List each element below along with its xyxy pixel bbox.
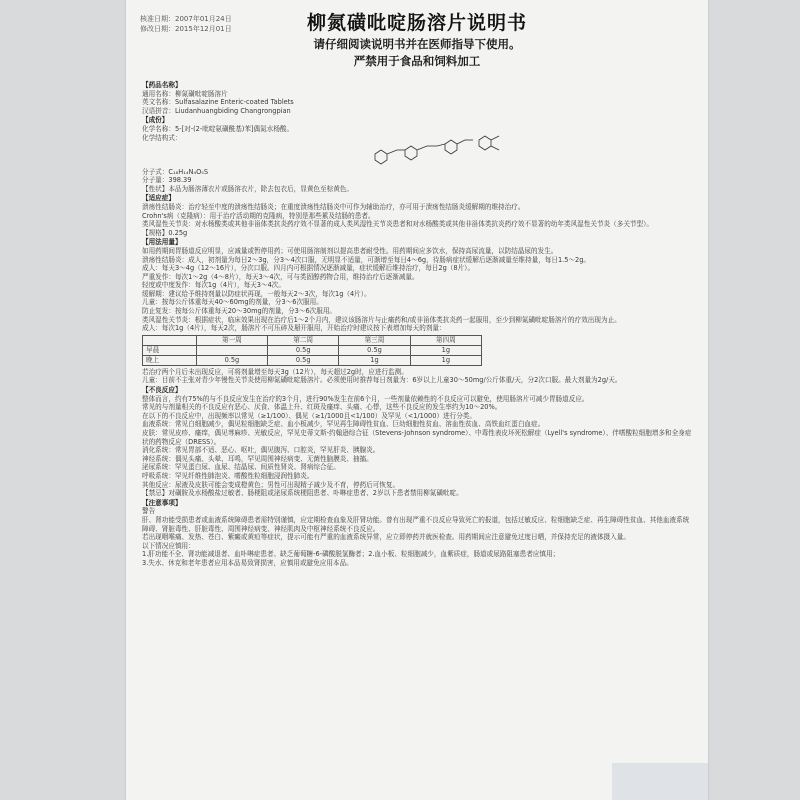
caution-text: 若出现咽喉痛、发热、苍白、紫癜或黄疸等症状，提示可能有严重的血液系统异常，应立即停药并就医检查。用药期间应注意避免过度日晒，并保持充足的液体摄入量。 xyxy=(142,533,630,542)
table-header: 第三周 xyxy=(339,335,410,345)
section-adverse: 【不良反应】 xyxy=(142,386,182,395)
table-cell: 1g xyxy=(410,345,481,355)
table-cell: 1g xyxy=(339,355,410,365)
usage-text: 缓解期：建议给予维持剂量以防症状再现，一般每天2～3次，每次1g（4片）。 xyxy=(142,289,371,298)
adverse-text: 呼吸系统：罕见纤维性肺泡炎、嗜酸性粒细胞浸润性肺炎。 xyxy=(142,471,314,480)
table-header: 第四周 xyxy=(410,335,481,345)
adverse-text: 皮肤：常见皮疹、瘙痒，偶见荨麻疹、光敏反应，罕见史蒂文斯-约翰逊综合征（Stevens-Johnson syndrome）、中毒性表皮坏死松解症（Lyell's syndrome）、伴嗜酸粒细胞增多和全身症状的药物反应（DRESS）。 xyxy=(142,429,692,446)
usage-text: 轻度或中度发作：每次1g（4片），每天3～4次。 xyxy=(142,281,285,290)
section-character: 【性状】本品为肠溶薄衣片或肠溶衣片，除去包衣后，显黄色至棕黄色。 xyxy=(142,184,353,193)
table-cell: 0.5g xyxy=(268,355,339,365)
table-cell: 1g xyxy=(410,355,481,365)
caution-text: 以下情况应慎用： xyxy=(142,541,195,550)
adverse-text: 神经系统：偶见头痛、头晕、耳鸣，罕见周围神经病变、无菌性脑膜炎、抽搐。 xyxy=(142,454,373,463)
caution-label: 警告 xyxy=(142,507,156,516)
section-indication: 【适应症】 xyxy=(142,194,175,203)
section-caution: 【注意事项】 xyxy=(142,498,182,507)
table-row xyxy=(143,355,482,365)
section-drug-name: 【药品名称】 xyxy=(142,81,182,89)
usage-text: 类风湿性关节炎：根据症状，临床效果出现在治疗后1～2个月内，建议该肠溶片与止痛药和/或非甾体类抗炎药一起服用，至少到柳氮磺吡啶肠溶片的疗效出现为止。 xyxy=(142,315,621,324)
table-header xyxy=(143,335,197,345)
indication-crohn: Crohn's病（克隆病）：用于治疗活动期的克隆病，特别是那些累及结肠的患者。 xyxy=(142,211,375,220)
table-cell: 0.5g xyxy=(268,345,339,355)
chemical-name: 化学名称：5-[对-(2-吡啶氨磺酰基)苯]偶氮水杨酸。 xyxy=(142,124,294,133)
revision-date: 修改日期：2015年12月01日 xyxy=(140,25,232,33)
usage-text: 若治疗两个月后未出现反应，可将剂量增至每天3g（12片），每天超过2g时，应进行监测。 xyxy=(142,367,408,376)
page-title: 柳氮磺吡啶肠溶片说明书 xyxy=(306,12,527,34)
molecular-formula: 分子式：C₁₈H₁₄N₄O₅S xyxy=(142,167,209,176)
table-header: 第二周 xyxy=(268,335,339,345)
table-header-row xyxy=(143,335,482,345)
usage-text: 成人：每次1g（4片），每天2次，肠溶片不可压碎及掰开服用，开始治疗时建议按下表增加每天的剂量： xyxy=(142,324,446,333)
table-cell: 0.5g xyxy=(196,355,267,365)
usage-text: 如用药期间胃肠道反应明显，应减量或暂停用药；可使用肠溶制剂以提高患者耐受性。用药期间应多饮水，保持高尿流量，以防结晶尿的发生。 xyxy=(142,246,558,255)
english-name: 英文名称：Sulfasalazine Enteric-coated Tablets xyxy=(142,98,294,107)
caution-text: 肝、肾功能受损患者或血液系统障碍患者需特别谨慎，应定期检查血象及肝肾功能。曾有出现严重不良反应导致死亡的报道，包括过敏反应、粒细胞缺乏症、再生障碍性贫血、其他血液系统障碍、肾脏毒性、肝脏毒性、周围神经病变、神经肌肉及中枢神经系统不良反应。 xyxy=(142,515,690,533)
caution-text: 3.失水、休克和老年患者应用本品易致肾损害，应慎用或避免应用本品。 xyxy=(142,558,353,567)
adverse-text: 消化系统：常见胃部不适、恶心、呕吐，偶见腹泻、口腔炎，罕见肝炎、胰腺炎。 xyxy=(142,446,380,455)
usage-text: 成人：每天3～4g（12～16片），分次口服。四月内可根据情况逐渐减量，症状缓解后维持治疗，每日2g（8片）。 xyxy=(142,264,475,273)
usage-text: 儿童：目前不主张对青少年慢性关节炎使用柳氮磺吡啶肠溶片。必须使用时推荐每日剂量为：6岁以上儿童30～50mg/公斤体重/天，分2次口服。最大剂量为2g/天。 xyxy=(142,376,622,385)
corner-sticker xyxy=(612,763,708,800)
chemical-structure-label: 化学结构式： xyxy=(142,133,182,142)
table-cell: 晚上 xyxy=(143,355,197,365)
adverse-text: 血液系统：常见白细胞减少，偶见粒细胞缺乏症、血小板减少，罕见再生障碍性贫血、巨幼细胞性贫血、溶血性贫血、高铁血红蛋白血症。 xyxy=(142,420,545,429)
table-cell xyxy=(196,345,267,355)
adverse-text: 常见的与剂量相关的不良反应有恶心、厌食、体温上升、红斑及瘙痒、头痛、心悸，这些不良反应的发生率约为10～20%。 xyxy=(142,403,502,412)
chemical-structure-block xyxy=(142,134,694,168)
indication-ra: 类风湿性关节炎：对水杨酸类或其他非甾体类抗炎药疗效不显著的成人类风湿性关节炎患者和对水杨酸类或其他非甾体类抗炎药疗效不显著的幼年类风湿性关节炎（多关节型）。 xyxy=(142,220,654,229)
adverse-text: 整体而言，约有75%的与不良反应发生在治疗的3个月，进行90%发生在前6个月，一些剂量依赖性的不良反应可以避免，使用肠溶片可减少胃肠道反应。 xyxy=(142,394,589,403)
adverse-text: 在以下的不良反应中，出现频率以常见（≥1/100）、偶见（≥1/1000且<1/100）及罕见（<1/1000）进行分类。 xyxy=(142,411,476,420)
food-warning: 严禁用于食品和饲料加工 xyxy=(353,54,481,68)
caution-text: 1.肝功能不全、肾功能减退者、血卟啉症患者、缺乏葡萄糖-6-磷酸脱氢酶者；2.血小板、粒细胞减少，血紫质症，肠道或尿路阻塞患者应慎用； xyxy=(142,550,560,559)
chemical-structure-diagram xyxy=(367,132,507,168)
section-composition: 【成份】 xyxy=(142,116,169,125)
adverse-text: 泌尿系统：罕见蛋白尿、血尿、结晶尿、间质性肾炎、肾病综合征。 xyxy=(142,463,340,472)
leaflet-sheet xyxy=(126,0,708,800)
adverse-text: 其他反应：尿液及皮肤可能会变成橙黄色；男性可出现精子减少及不育，停药后可恢复。 xyxy=(142,480,400,489)
approval-date: 核准日期：2007年01月24日 xyxy=(140,15,232,23)
section-usage: 【用法用量】 xyxy=(142,238,182,247)
molecular-weight: 分子量：398.39 xyxy=(142,176,192,185)
usage-text: 溃疡性结肠炎：成人，初剂量为每日2～3g，分3～4次口服，无明显不适量，可渐增至每日4～6g，待肠病症状缓解后逐渐减量至维持量，每日1.5～2g。 xyxy=(142,255,591,264)
table-cell: 早晨 xyxy=(143,345,197,355)
section-contraindication: 【禁忌】对磺胺及水杨酸盐过敏者、肠梗阻或泌尿系统梗阻患者、卟啉症患者、2岁以下患者禁用柳氮磺吡啶。 xyxy=(142,489,463,498)
indication-uc: 溃疡性结肠炎：治疗轻至中度的溃疡性结肠炎；在重度溃疡性结肠炎中可作为辅助治疗，亦可用于溃疡性结肠炎缓解期的维持治疗。 xyxy=(142,202,525,211)
table-header: 第一周 xyxy=(196,335,267,345)
usage-text: 防止复发：按每公斤体重每天20～30mg的剂量，分3～6次服用。 xyxy=(142,307,337,316)
section-spec: 【规格】0.25g xyxy=(142,228,188,237)
leaflet-body xyxy=(142,80,694,568)
usage-text: 儿童：按每公斤体重每天40～60mg的剂量，分3～6次服用。 xyxy=(142,298,323,307)
table-cell: 0.5g xyxy=(339,345,410,355)
table-row xyxy=(143,345,482,355)
read-carefully-notice: 请仔细阅读说明书并在医师指导下使用。 xyxy=(313,37,521,51)
usage-text: 严重发作：每次1～2g（4～8片），每天3～4次，可与类固醇药物合用，维持治疗后逐渐减量。 xyxy=(142,272,419,281)
pinyin-name: 汉语拼音：Liudanhuangbiding Changrongpian xyxy=(142,106,291,115)
dosage-table xyxy=(142,335,482,366)
generic-name: 通用名称：柳氮磺吡啶肠溶片 xyxy=(142,89,228,98)
